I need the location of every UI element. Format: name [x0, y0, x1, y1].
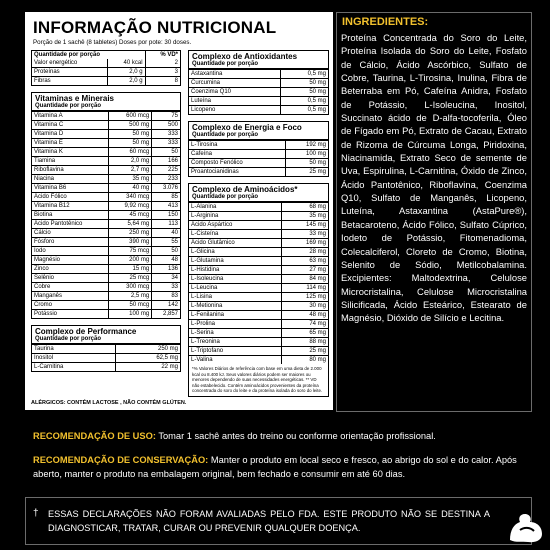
table-cell: Vitamina K — [32, 148, 109, 157]
table-cell: 88 mg — [281, 338, 328, 347]
table-cell: L-Triptofano — [189, 347, 281, 356]
ingredients-text: Proteína Concentrada do Soro do Leite, Proteína Isolada do Soro do Leite, Fosfato de Cálcio, Ácido Ascórbico, Sulfato de Cobre, Taurina, L-Tirosina, Inulina, Fibra de Beterraba em Pó, Cafeína Anidra, Fosfato de Potássio, L-Isoleucina, Inositol, Succinato ácido de D-alfa-tocoferila, Óleo de Fígado em Pó, Extrato de Cacau, Extrato de Rizoma de Cúrcuma Longa, Piridoxina, Niacinamida, Extrato Seco de semente de Uva, Espirulina, L-Carnitina, Óxido de Zinco, Ácido Pantotênico, Riboflavina, Coenzima Q10, Sulfato de Manganês, Licopeno, Luteína, Astaxantina (AstaPure®), Betacaroteno, Ácido Fólico, Sulfato Cúprico, Iodeto de Potássio, Fitomenadioma, Colecalciferol, Cloreto de Cromo, Biotina, Selenito de Sódio, Metilcobalamina. Excipientes: Maltodextrina, Celulose Microcristalina, Celulose Microcristalina Silicificada, Ácido Esteárico, Estearato de Magnésio, Dióxido de Silício e Lecitina. — [341, 32, 527, 324]
table-cell: 2,7 mg — [109, 166, 152, 175]
table-cell: 25 mcg — [109, 274, 152, 283]
table-cell: L-Leucina — [189, 284, 281, 293]
table-row — [189, 141, 328, 150]
section-subtitle: Quantidade por porção — [32, 336, 180, 345]
table-cell: 50 — [152, 247, 180, 256]
table-cell: 200 mg — [109, 256, 152, 265]
table-cell: Luteína — [189, 97, 281, 106]
section-title: Vitaminas e Minerais — [35, 94, 114, 103]
table-cell: 600 mcg — [109, 112, 152, 121]
table-cell: Riboflavina — [32, 166, 109, 175]
table-cell: 15 mg — [109, 265, 152, 274]
table-cell: 75 — [152, 112, 180, 121]
table-cell: 2,5 mg — [109, 292, 152, 301]
table-cell: 50 mg — [109, 139, 152, 148]
performance-section — [31, 325, 181, 372]
table-row — [32, 68, 180, 77]
table-row — [32, 112, 180, 121]
table-cell: 25 mg — [281, 347, 328, 356]
ingredients-title: INGREDIENTES: — [342, 16, 429, 28]
basic-nutrients-section — [31, 50, 181, 86]
antioxidant-rows — [189, 70, 328, 114]
basic-nutrients-table — [32, 51, 180, 85]
table-row — [32, 292, 180, 301]
table-cell: Tiamina — [32, 157, 109, 166]
fda-declaration-text: ESSAS DECLARAÇÕES NÃO FORAM AVALIADAS PELO FDA. ESTE PRODUTO NÃO SE DESTINA A DIAGNOSTICAR, TRATAR, CURAR OU PREVENIR QUALQUER DOENÇA. — [48, 509, 490, 533]
table-cell: 65 mg — [281, 329, 328, 338]
table-cell: 22 mg — [115, 363, 180, 372]
table-cell: 125 mg — [281, 293, 328, 302]
table-cell: 500 mg — [109, 121, 152, 130]
dagger-symbol: † — [33, 508, 39, 519]
table-row — [189, 248, 328, 257]
table-cell: L-Fenilanina — [189, 311, 281, 320]
table-cell: 390 mg — [109, 238, 152, 247]
usage-recommendation — [33, 430, 523, 444]
table-row — [32, 274, 180, 283]
nutrition-right-column — [188, 50, 329, 403]
footnote: *% Valores Diários de referência com base em uma dieta de 2.000 kcal ou 8.400 kJ. Seus valores diários podem ser maiores ou menores dependendo de suas necessidades energéticas. ** VD não estabelecido. Contém aminoácidos provenientes da proteína concentrada do soro do leite e da proteína isolada do soro do leite. — [192, 366, 323, 393]
table-cell: 250 mg — [115, 345, 180, 354]
table-cell: Cobre — [32, 283, 109, 292]
table-row — [32, 184, 180, 193]
section-subtitle: Quantidade por porção — [189, 132, 328, 141]
table-cell: Ácido Pantotênico — [32, 220, 109, 229]
table-row — [32, 148, 180, 157]
table-cell: Vitamina B6 — [32, 184, 109, 193]
antioxidants-section — [188, 50, 329, 115]
table-row — [189, 168, 328, 177]
table-cell: 5,64 mg — [109, 220, 152, 229]
table-cell: 33 — [152, 283, 180, 292]
table-cell: Manganês — [32, 292, 109, 301]
table-row — [189, 212, 328, 221]
table-cell: 35 mg — [281, 212, 328, 221]
table-cell: 136 — [152, 265, 180, 274]
table-cell: L-Prolina — [189, 320, 281, 329]
table-cell: 50 mg — [109, 130, 152, 139]
vitamin-rows — [32, 112, 180, 318]
table-row — [32, 211, 180, 220]
table-row — [189, 329, 328, 338]
section-title: Complexo de Performance — [35, 327, 137, 336]
table-row — [32, 157, 180, 166]
table-cell: 300 mcg — [109, 283, 152, 292]
table-row — [32, 77, 180, 86]
table-cell: L-Isoleucina — [189, 275, 281, 284]
table-cell: 100 mg — [109, 310, 152, 319]
section-subtitle: Quantidade por porção — [189, 61, 328, 70]
table-cell: 169 mg — [281, 239, 328, 248]
vitamins-section — [31, 92, 181, 319]
table-cell: Niacina — [32, 175, 109, 184]
table-row — [32, 238, 180, 247]
serving-info: Porção de 1 sachê (8 tabletes) Doses por pote: 30 doses. — [33, 39, 192, 46]
table-cell: 2,0 g — [107, 77, 145, 86]
performance-table — [32, 345, 180, 371]
table-cell: 0,5 mg — [281, 97, 328, 106]
table-cell: 60 mcg — [109, 148, 152, 157]
table-cell: 33 mg — [281, 230, 328, 239]
table-row — [32, 220, 180, 229]
nutrition-left-column — [31, 50, 181, 378]
table-cell: 48 mg — [281, 311, 328, 320]
table-cell: 85 — [152, 193, 180, 202]
table-row — [32, 301, 180, 310]
table-cell: 68 mg — [281, 203, 328, 212]
table-cell: Iodo — [32, 247, 109, 256]
table-cell: Proteínas — [32, 68, 107, 77]
table-cell: Biotina — [32, 211, 109, 220]
energy-rows — [189, 141, 328, 176]
table-cell: 340 mcg — [109, 193, 152, 202]
table-cell: L-Valina — [191, 357, 213, 363]
table-cell: L-Lisina — [189, 293, 281, 302]
section-subtitle: Quantidade por porção — [32, 103, 180, 112]
table-row — [32, 283, 180, 292]
table-cell: Taurina — [32, 345, 115, 354]
table-row — [189, 356, 328, 365]
table-row — [189, 275, 328, 284]
basic-rows — [32, 59, 180, 85]
table-cell: Curcumina — [189, 79, 281, 88]
allergen-warning: ALÉRGICOS: CONTÉM LACTOSE , NÃO CONTÉM GLÚTEN. — [31, 400, 187, 406]
storage-text: Manter o produto em local seco e fresco, ao abrigo do sol e do calor. Após aberto, manter o produto na embalagem original, bem fechado e consumir em até 60 dias. — [33, 455, 517, 479]
table-cell: 74 mg — [281, 320, 328, 329]
table-row — [32, 229, 180, 238]
table-row — [189, 338, 328, 347]
table-cell: 27 mg — [281, 266, 328, 275]
table-cell: L-Tirosina — [189, 141, 286, 150]
table-cell: L-Carnitina — [34, 364, 64, 370]
table-cell: 113 — [152, 220, 180, 229]
storage-recommendation — [33, 454, 523, 481]
table-cell: 2,857 — [152, 310, 180, 319]
table-row — [32, 166, 180, 175]
table-cell: 100 mg — [286, 150, 328, 159]
table-cell: Fibras — [34, 78, 51, 84]
table-row — [189, 320, 328, 329]
table-cell: 166 — [152, 157, 180, 166]
table-cell: L-Alanina — [189, 203, 281, 212]
table-cell: 40 kcal — [107, 59, 145, 68]
nutrition-title: INFORMAÇÃO NUTRICIONAL — [33, 18, 277, 37]
table-row — [189, 221, 328, 230]
table-row — [189, 284, 328, 293]
table-cell: 84 mg — [281, 275, 328, 284]
table-row — [189, 97, 328, 106]
table-cell: Astaxantina — [189, 70, 281, 79]
table-row — [32, 130, 180, 139]
table-cell: L-Serina — [189, 329, 281, 338]
aminoacid-rows — [189, 203, 328, 364]
table-cell: 8 — [145, 77, 180, 86]
table-row — [189, 88, 328, 97]
table-row — [32, 59, 180, 68]
table-cell: 50 mg — [286, 159, 328, 168]
energy-table — [189, 141, 328, 176]
table-cell: 62,5 mg — [115, 354, 180, 363]
table-cell: L-Glutamina — [189, 257, 281, 266]
table-cell: Cálcio — [32, 229, 109, 238]
table-row — [32, 310, 180, 319]
table-cell: Zinco — [32, 265, 109, 274]
table-row — [32, 247, 180, 256]
vitamins-table — [32, 112, 180, 318]
table-cell: Magnésio — [32, 256, 109, 265]
table-cell: 50 — [152, 148, 180, 157]
table-cell: Vitamina D — [32, 130, 109, 139]
table-cell: Proantocianidinas — [191, 169, 239, 175]
table-cell: 2,0 mg — [109, 157, 152, 166]
section-title: Complexo de Antioxidantes — [192, 52, 298, 61]
table-cell: 500 — [152, 121, 180, 130]
table-cell: 55 — [152, 238, 180, 247]
table-row — [32, 193, 180, 202]
table-cell: Fósforo — [32, 238, 109, 247]
table-cell: 0,5 mg — [281, 106, 328, 115]
table-cell: 2,0 g — [107, 68, 145, 77]
aminoacids-section — [188, 183, 329, 397]
table-cell: 9,92 mcg — [109, 202, 152, 211]
aminoacids-table — [189, 203, 328, 364]
table-row — [189, 230, 328, 239]
table-row — [32, 121, 180, 130]
section-title: Complexo de Aminoácidos* — [192, 185, 298, 194]
table-cell: 48 — [152, 256, 180, 265]
table-cell: L-Arginina — [189, 212, 281, 221]
table-cell: Coenzima Q10 — [189, 88, 281, 97]
table-cell: Inositol — [32, 354, 115, 363]
table-row — [189, 347, 328, 356]
table-cell: Ácido Glutâmico — [189, 239, 281, 248]
table-cell: 50 mg — [281, 88, 328, 97]
table-row — [189, 150, 328, 159]
table-cell: Composto Fenólico — [189, 159, 286, 168]
table-cell: 3 — [145, 68, 180, 77]
table-cell: Licopeno — [191, 107, 216, 113]
table-cell: L-Metionina — [189, 302, 281, 311]
table-cell: Selênio — [32, 274, 109, 283]
table-cell: 150 — [152, 211, 180, 220]
table-cell: L-Histidina — [189, 266, 281, 275]
table-row — [189, 257, 328, 266]
table-cell: Ácido Fólico — [32, 193, 109, 202]
table-cell: 333 — [152, 130, 180, 139]
table-row — [189, 302, 328, 311]
table-row — [189, 239, 328, 248]
table-cell: Valor energético — [32, 59, 107, 68]
flexed-arm-icon — [506, 510, 546, 546]
table-cell: 333 — [152, 139, 180, 148]
table-row — [32, 256, 180, 265]
table-cell: 30 mg — [281, 302, 328, 311]
header-cell: Quantidade por porção — [34, 52, 101, 58]
table-cell: 28 mg — [281, 248, 328, 257]
nutrition-facts-label — [25, 12, 333, 410]
table-cell: Vitamina A — [32, 112, 109, 121]
table-row — [189, 70, 328, 79]
performance-rows — [32, 345, 180, 371]
table-cell: 250 mg — [109, 229, 152, 238]
table-row — [189, 159, 328, 168]
table-cell: 142 — [152, 301, 180, 310]
section-title: Complexo de Energia e Foco — [192, 123, 302, 132]
table-cell: 3.076 — [152, 184, 180, 193]
table-cell: 114 mg — [281, 284, 328, 293]
table-cell: 75 mcg — [109, 247, 152, 256]
table-cell: L-Cisteína — [189, 230, 281, 239]
table-row — [32, 265, 180, 274]
table-cell: 233 — [152, 175, 180, 184]
usage-label: RECOMENDAÇÃO DE USO: — [33, 431, 156, 441]
table-cell: 145 mg — [281, 221, 328, 230]
table-cell: Vitamina E — [32, 139, 109, 148]
table-cell: 35 mg — [109, 175, 152, 184]
table-cell: Vitamina C — [32, 121, 109, 130]
table-cell: 2 — [145, 59, 180, 68]
table-row — [32, 175, 180, 184]
table-row — [32, 363, 180, 372]
energy-section — [188, 121, 329, 177]
table-cell: L-Treonina — [189, 338, 281, 347]
table-row — [32, 202, 180, 211]
storage-label: RECOMENDAÇÃO DE CONSERVAÇÃO: — [33, 455, 209, 465]
table-row — [32, 139, 180, 148]
antioxidants-table — [189, 70, 328, 114]
usage-text: Tomar 1 sachê antes do treino ou conforme orientação profissional. — [155, 431, 436, 441]
table-cell: 45 mcg — [109, 211, 152, 220]
table-row — [189, 106, 328, 115]
table-cell: 80 mg — [281, 356, 328, 365]
table-cell: Vitamina B12 — [32, 202, 109, 211]
table-row — [189, 79, 328, 88]
table-row — [32, 345, 180, 354]
table-header-row — [32, 51, 180, 59]
table-cell: L-Glicina — [189, 248, 281, 257]
table-cell: 40 — [152, 229, 180, 238]
table-cell: 50 mg — [281, 79, 328, 88]
table-cell: Ácido Aspártico — [189, 221, 281, 230]
table-cell: 34 — [152, 274, 180, 283]
table-cell: 83 — [152, 292, 180, 301]
table-cell: 50 mcg — [109, 301, 152, 310]
table-cell: Potássio — [34, 311, 58, 317]
table-row — [189, 203, 328, 212]
table-cell: 40 mg — [109, 184, 152, 193]
table-cell: 63 mg — [281, 257, 328, 266]
table-cell: 25 mg — [286, 168, 328, 177]
table-row — [189, 293, 328, 302]
header-cell-vd: % VD* — [145, 51, 180, 59]
table-cell: 413 — [152, 202, 180, 211]
table-cell: 0,5 mg — [281, 70, 328, 79]
table-row — [32, 354, 180, 363]
table-cell: 192 mg — [286, 141, 328, 150]
table-row — [189, 266, 328, 275]
table-row — [189, 311, 328, 320]
table-cell: 225 — [152, 166, 180, 175]
table-cell: Cafeína — [189, 150, 286, 159]
table-cell: Cromo — [32, 301, 109, 310]
section-subtitle: Quantidade por porção — [189, 194, 328, 203]
